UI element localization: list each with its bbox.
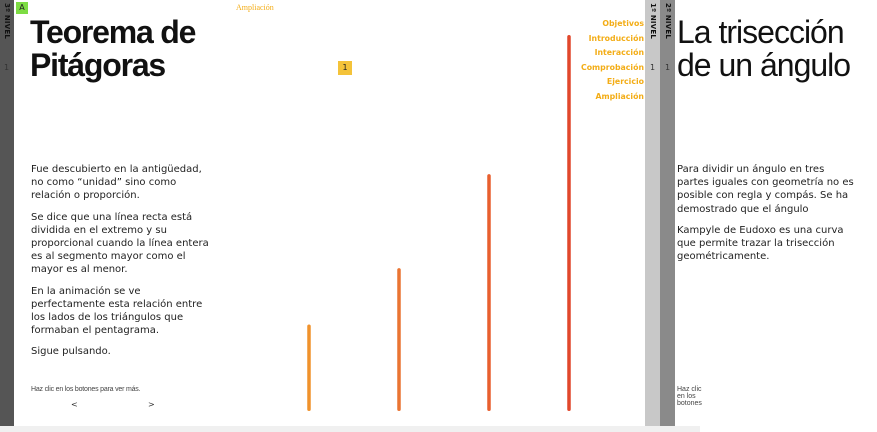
next-page-peek[interactable] (675, 0, 854, 426)
bar-1 (307, 325, 311, 411)
bar-4 (567, 35, 571, 411)
rail-level-label: 2º NIVEL (664, 3, 672, 39)
step-indicator[interactable]: 1 (338, 61, 352, 75)
next-button[interactable]: > (148, 400, 155, 409)
peek-body (677, 163, 857, 271)
menu-item-comprobacion[interactable]: Comprobación (580, 62, 644, 72)
body-text (31, 163, 213, 367)
rail-level-label: 1º NIVEL (649, 3, 657, 39)
rail-number: 1 (4, 63, 10, 72)
bar-2 (397, 268, 401, 411)
paragraph: Para dividir un ángulo en tres partes iguales con geometría no es posible con regla y compás. Se ha demostrado que el ángulo (677, 164, 854, 215)
prev-button[interactable]: < (71, 400, 78, 409)
menu-item-introduccion[interactable]: Introducción (588, 33, 644, 43)
level-rail-left[interactable] (0, 0, 14, 426)
level-rail-2[interactable] (660, 0, 675, 426)
level-rail-1[interactable] (645, 0, 660, 426)
bottom-strip (0, 426, 700, 432)
bar-3 (487, 174, 491, 411)
paragraph: Sigue pulsando. (31, 346, 111, 358)
rail-number: 1 (650, 63, 656, 72)
rail-level-label: 3º NIVEL (3, 3, 11, 39)
paragraph: Fue descubierto en la antigüedad, no como “unidad” sino como relación o proporción. (31, 164, 202, 202)
menu-item-ejercicio[interactable]: Ejercicio (606, 77, 644, 87)
section-badge[interactable]: A (16, 2, 28, 14)
rail-number: 1 (665, 63, 671, 72)
peek-title: La trisección de un ángulo (677, 14, 851, 83)
menu-item-objetivos[interactable]: Objetivos (602, 19, 644, 28)
section-title: Ampliación (236, 3, 274, 12)
menu-item-ampliacion[interactable]: Ampliación (595, 91, 644, 101)
section-menu (581, 17, 644, 105)
paragraph: En la animación se ve perfectamente esta relación entre los lados de los triángulos que formaban el pentagrama. (31, 285, 203, 337)
peek-hint: Haz clic en los botones (677, 386, 702, 407)
paragraph: Kampyle de Eudoxo es una curva que permite trazar la trisección geométricamente. (677, 224, 844, 263)
page-title: Teorema de Pitágoras (30, 14, 196, 83)
menu-item-interaccion[interactable]: Interacción (594, 48, 644, 58)
proportion-bars-chart (296, 28, 586, 418)
paragraph: Se dice que una línea recta está dividida en el extremo y su proporcional cuando la línea entera es al segmento mayor como el mayor es al menor. (31, 211, 209, 276)
hint-text: Haz clic en los botones para ver más. (31, 386, 141, 393)
